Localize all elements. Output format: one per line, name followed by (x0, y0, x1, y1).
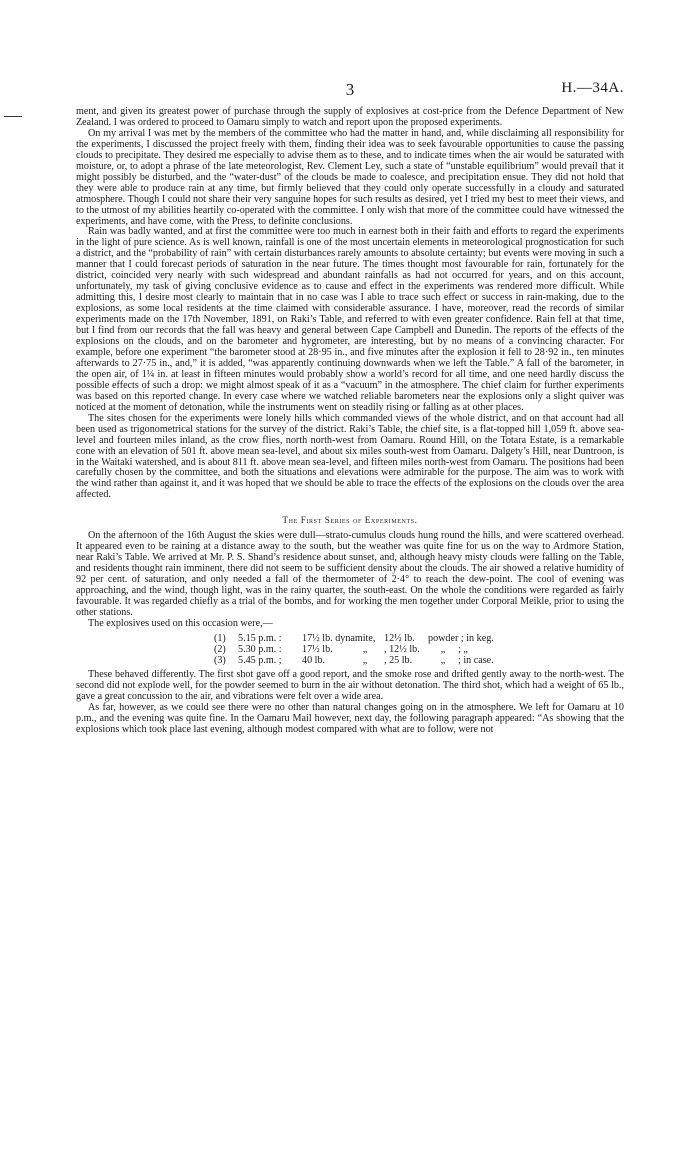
paragraph-oamaru-mail: As far, however, as we could see there were no other than natural changes going on in the atmosphere. We left for Oamaru at 10 p.m., and the evening was quite fine. In the Oamaru Mail however, next day, the following paragraph appeared: “As showing that the explosions which took place last evening, although modest compared with what are to follow, were not (76, 701, 624, 735)
paragraph-explosives-intro: The explosives used on this occasion were,— (88, 617, 273, 629)
shot-number: (1) (214, 632, 226, 644)
shot-time: 5.45 p.m. ; (238, 654, 282, 666)
ditto-mark: „ (440, 654, 446, 666)
ditto-mark: „ (362, 643, 368, 655)
shot-charge: 17½ lb. dynamite, (302, 632, 376, 644)
paragraph-afternoon: On the afternoon of the 16th August the skies were dull—strato-cumulus clouds hung round the hills, and were scattered overhead. It appeared even to be raining at a distance away to the south, but the weather was quite fine for us on the way to Ardmore Station, near Raki’s Table. We arrived at Mr. P. S. Shand’s residence about sunset, and, although heavy misty clouds were falling on the Table, and residents thought rain imminent, there did not seem to be sufficient density about the clouds. The air showed a relative humidity of 92 per cent. of saturation, and only needed a fall of the thermometer of 2·4° to reach the dew-point. The cool of evening was approaching, and the wind, though light, was in the rainy quarter, the south-east. On the whole the conditions were regarded as fairly favourable. It was regarded chiefly as a trial of the bombs, and for working the men together under Corporal Meikle, prior to using the other stations. (76, 530, 624, 618)
paragraph-arrival: On my arrival I was met by the members of the committee who had the matter in hand, and, while disclaiming all responsibility for the experiments, I discussed the project freely with them, finding their idea was to seek favourable opportunities to cause the passing clouds to precipitate. They desired me especially to advise them as to these, and to indicate times when the air would be saturated with moisture, or, to adopt a phrase of the late meteorologist, Rev. Clement Ley, such a state of “unstable equilibrium” would prevail that it might possibly be disturbed, and the “water-dust” of the clouds be made to coalesce, and precipitation ensue. They did not hold that they were able to produce rain at any time, but firmly believed that they could only operate successfully in a cloudy and saturated atmosphere. Though I could not share their very sanguine hopes for such results as desired, yet I tried my best to meet their views, and to the utmost of my abilities heartily co-operated with the committee. I only wish that more of the committee could have witnessed the experiments, and have come, with the Press, to definite conclusions. (76, 127, 624, 227)
page-number: 3 (345, 80, 355, 99)
shot-number: (2) (214, 643, 226, 655)
body-text (76, 107, 624, 736)
explosives-list (214, 633, 624, 666)
shot-container: ; „ (458, 643, 468, 655)
explosive-row (214, 644, 624, 655)
shot-powder: , 12½ lb. (384, 643, 420, 655)
ditto-mark: „ (440, 643, 446, 655)
explosive-row (214, 655, 624, 666)
paragraph-behaviour: These behaved differently. The first shot gave off a good report, and the smoke rose and drifted gently away to the north-west. The second did not explode well, for the powder seemed to burn in the air without detonation. The third shot, which had a weight of 65 lb., gave a great concussion to the air, and vibrations were felt over a wide area. (76, 668, 624, 702)
margin-rule (4, 116, 22, 117)
shot-charge: 17½ lb. (302, 643, 333, 655)
page-header (76, 80, 624, 100)
paragraph-sites: The sites chosen for the experiments were lonely hills which commanded views of the whole district, and on that account had all been used as trigonometrical stations for the survey of the district. Raki’s Table, the chief site, is a flat-topped hill 1,059 ft. above sea-level and fourteen miles inland, as the crow flies, north north-west from Oamaru. Round Hill, on the Totara Estate, is a remarkable cone with an elevation of 501 ft. above mean sea-level, and about six miles south-west from Oamaru. Dalgety’s Hill, near Duntroon, is in the Waitaki watershed, and is about 811 ft. above mean sea-level, and fifteen miles north-west from Oamaru. The positions had been carefully chosen by the committee, and both the situations and elevations were admirable for the purpose. The aim was to work with the wind rather than against it, and it was hoped that we should be able to trace the effects of the explosions on the clouds over the area affected. (76, 412, 624, 501)
shot-time: 5.30 p.m. : (238, 643, 282, 655)
section-heading: The First Series of Experiments. (282, 515, 418, 526)
shot-number: (3) (214, 654, 226, 666)
shot-powder: 12½ lb. (384, 632, 415, 644)
ditto-mark: „ (362, 654, 368, 666)
shot-container: ; in case. (458, 654, 494, 666)
paragraph-rain-wanted: Rain was badly wanted, and at first the committee were too much in earnest both in their faith and efforts to regard the experiments in the light of pure science. As is well known, rainfall is one of the most uncertain elements in meteorological prognostication for such a district, and the “probability of rain” with certain disturbances rarely amounts to absolute certainty; but events were moving in such a manner that I could forecast periods of saturation in the near future. The times thought most favourable for rain, fortunately for the district, coincided very nearly with such widespread and abundant rainfalls as had not occurred for years, and on this account, unfortunately, my task of giving conclusive evidence as to cause and effect in the experiments was rendered more difficult. While admitting this, I desire most clearly to maintain that in no case was I able to trace such effect or success in rain-making, due to the explosions, as some local residents at the time claimed with considerable assurance. I have, moreover, read the records of similar experiments made on the 17th November, 1891, on Raki’s Table, and referred to with even greater confidence. Rain fell at that time, but I find from our records that the fall was heavy and general between Cape Campbell and Dunedin. The reports of the effects of the explosions on the clouds, and on the barometer and hygrometer, are interesting, but by no means of a convincing character. For example, before one experiment “the barometer stood at 28·95 in., and five minutes after the explosion it fell to 28·92 in., ten minutes afterwards to 27·75 in., and,” it is added, “was apparently continuing downwards when we left the Table.” A fall of the barometer, in the open air, of 1¼ in. at least in fifteen minutes would probably show a world’s record for all time, and one need hardly discuss the possible effects of such a drop: we might almost speak of it as a “vacuum” in the atmosphere. The chief claim for further experiments was based on this reported change. In every case where we watched reliable barometers near the explosions only a slight quiver was noticed at the moment of detonation, while the instruments went on steadily rising or falling as at other places. (76, 226, 624, 413)
shot-time: 5.15 p.m. : (238, 632, 282, 644)
shot-container: powder ; in keg. (428, 632, 494, 644)
explosive-row (214, 633, 624, 644)
document-reference: H.—34A. (561, 80, 624, 96)
paragraph-continuation: ment, and given its greatest power of purchase through the supply of explosives at cost-price from the Defence Department of New Zealand. I was ordered to proceed to Oamaru simply to watch and report upon the proposed experiments. (76, 106, 624, 128)
shot-powder: , 25 lb. (384, 654, 413, 666)
shot-charge: 40 lb. (302, 654, 326, 666)
